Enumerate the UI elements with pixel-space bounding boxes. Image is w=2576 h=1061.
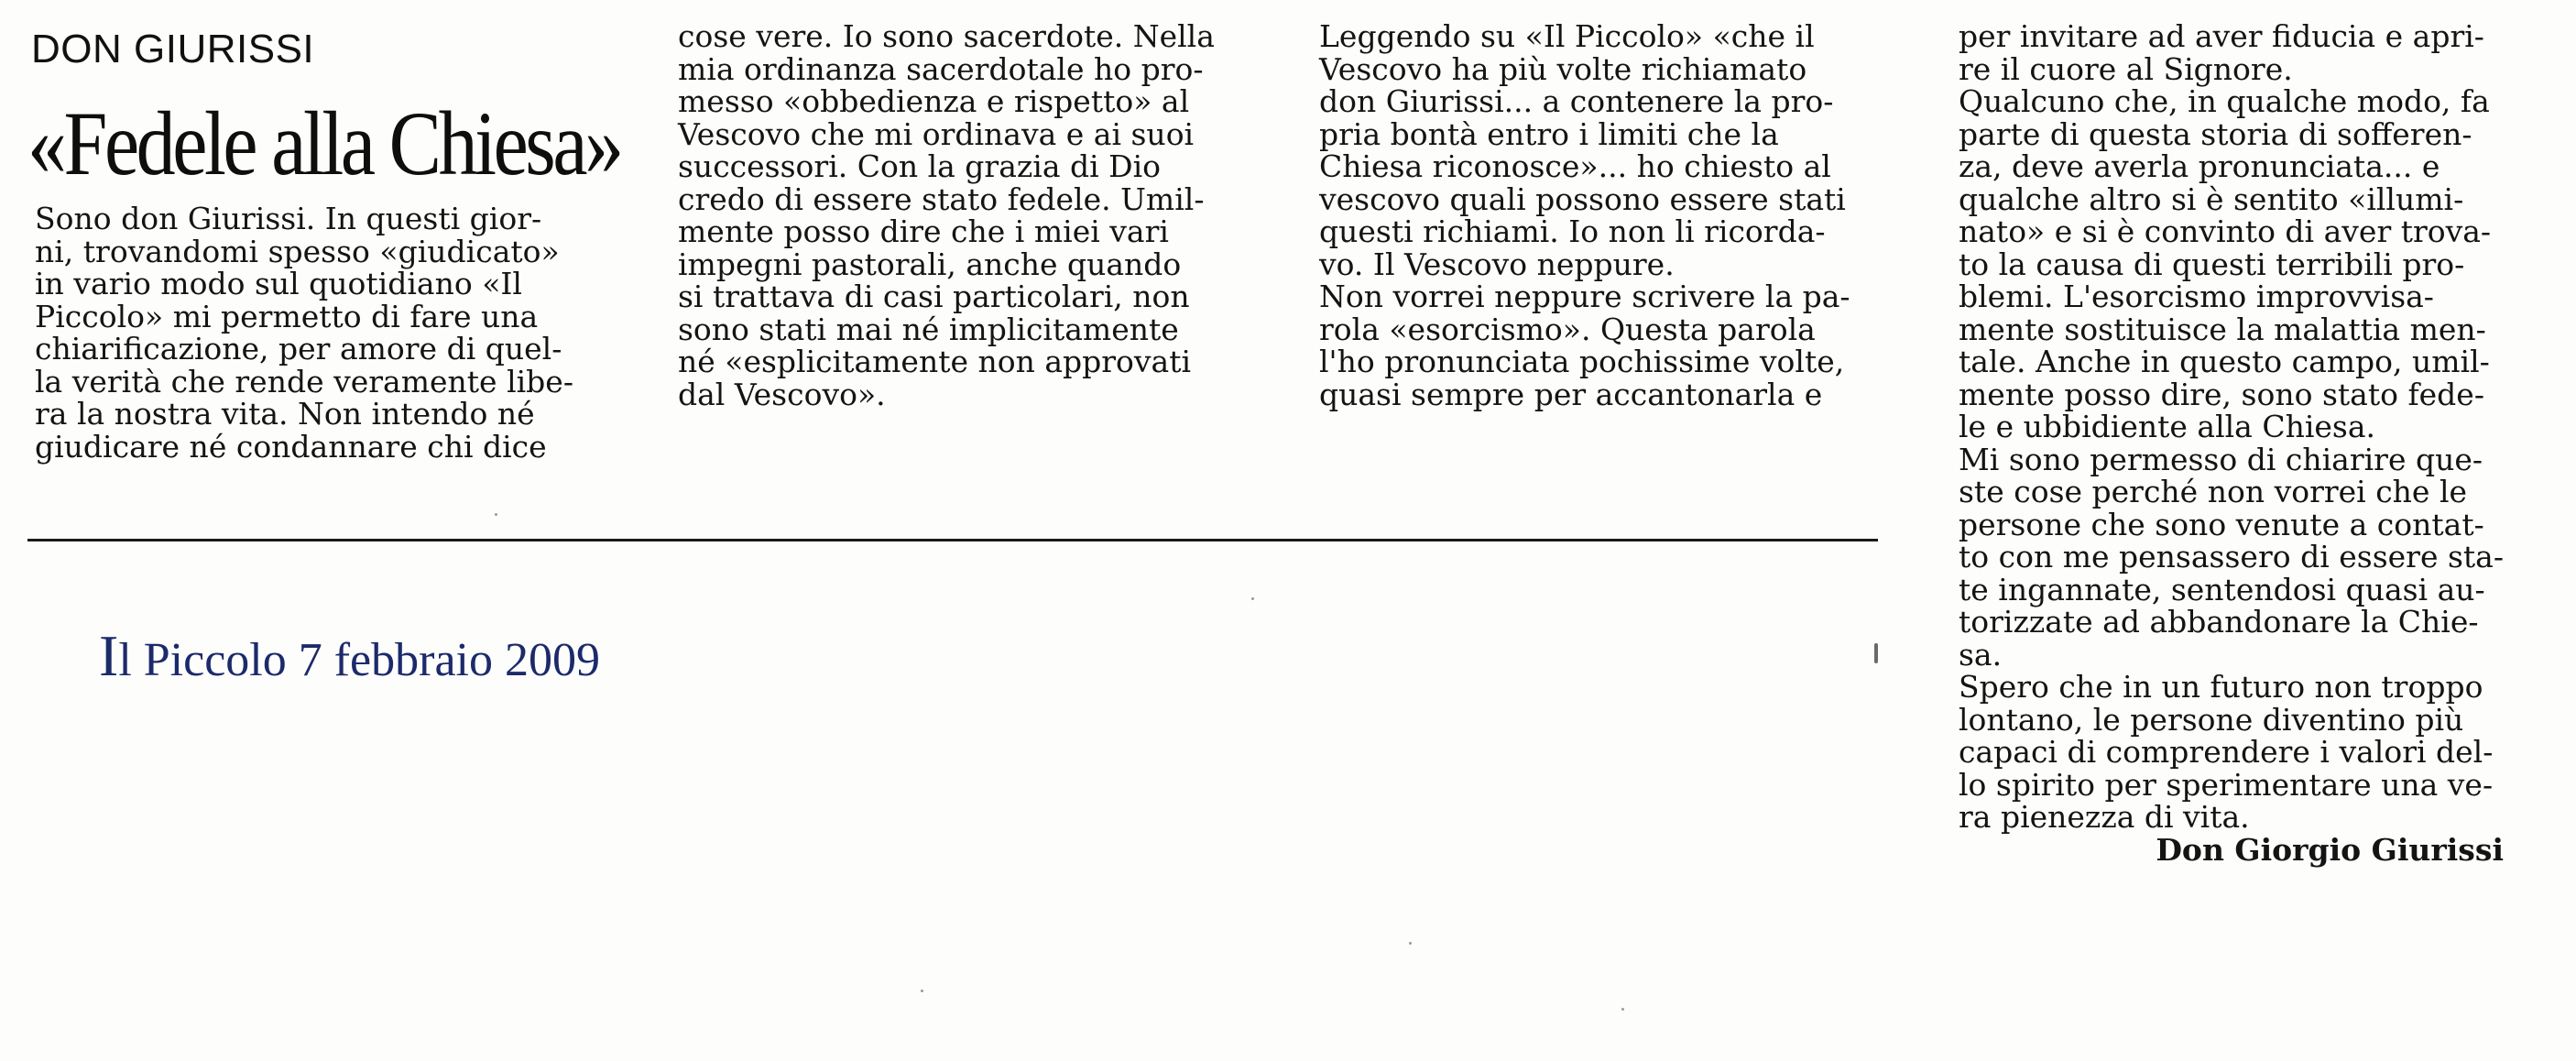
column-line: giudicare né condannare chi dice bbox=[35, 428, 547, 465]
column-line: capaci di comprendere i valori del- bbox=[1959, 734, 2494, 770]
source-note-initial: I bbox=[99, 623, 119, 688]
column-line: tale. Anche in questo campo, umil- bbox=[1959, 344, 2490, 379]
column-line: mente sostituisce la malattia men- bbox=[1959, 311, 2486, 347]
column-line: lontano, le persone diventino più bbox=[1959, 701, 2464, 738]
column-line: nato» e si è convinto di aver trova- bbox=[1959, 213, 2492, 249]
column-line: quasi sempre per accantonarla e bbox=[1319, 376, 1823, 412]
paper-speck bbox=[1409, 942, 1412, 945]
article-column-4 bbox=[1959, 20, 2504, 866]
column-line: l'ho pronunciata pochissime volte, bbox=[1319, 344, 1845, 379]
column-line: re il cuore al Signore. bbox=[1959, 50, 2293, 87]
column-line: si trattava di casi particolari, non bbox=[678, 279, 1190, 314]
column-line: vescovo quali possono essere stati bbox=[1319, 180, 1846, 217]
paper-speck bbox=[1251, 597, 1254, 600]
article-column-3 bbox=[1319, 20, 1850, 410]
column-line: to con me pensassero di essere sta- bbox=[1959, 539, 2504, 574]
column-line: per invitare ad aver fiducia e apri- bbox=[1959, 18, 2484, 54]
column-line: Leggendo su «Il Piccolo» «che il bbox=[1319, 18, 1815, 54]
column-line: qualche altro si è sentito «illumi- bbox=[1959, 180, 2464, 217]
column-line: vo. Il Vescovo neppure. bbox=[1319, 246, 1675, 282]
column-line: za, deve averla pronunciata... e bbox=[1959, 148, 2440, 184]
column-line: le e ubbidiente alla Chiesa. bbox=[1959, 409, 2376, 444]
column-line: ni, trovandomi spesso «giudicato» bbox=[35, 233, 560, 269]
column-line: cose vere. Io sono sacerdote. Nella bbox=[678, 18, 1215, 54]
column-line: la verità che rende veramente libe- bbox=[35, 363, 573, 399]
column-line: dal Vescovo». bbox=[678, 376, 886, 412]
column-line: Qualcuno che, in qualche modo, fa bbox=[1959, 83, 2490, 119]
column-line: mente posso dire che i miei vari bbox=[678, 213, 1169, 249]
article-signature: Don Giorgio Giurissi bbox=[2156, 831, 2504, 868]
column-line: to la causa di questi terribili pro- bbox=[1959, 246, 2465, 282]
column-line: mente posso dire, sono stato fede- bbox=[1959, 376, 2484, 412]
column-divider-rule bbox=[27, 539, 1878, 541]
column-line: ste cose perché non vorrei che le bbox=[1959, 474, 2468, 509]
column-line: don Giurissi... a contenere la pro- bbox=[1319, 83, 1834, 119]
source-note bbox=[99, 623, 600, 688]
column-line: lo spirito per sperimentare una ve- bbox=[1959, 766, 2494, 803]
paper-speck bbox=[1621, 1008, 1624, 1011]
article-kicker: DON GIURISSI bbox=[31, 27, 315, 71]
article-column-2 bbox=[678, 20, 1215, 410]
column-line: in vario modo sul quotidiano «Il bbox=[35, 266, 522, 301]
article-headline: «Fedele alla Chiesa» bbox=[27, 93, 621, 194]
column-line: impegni pastorali, anche quando bbox=[678, 246, 1182, 282]
paper-speck bbox=[1874, 643, 1878, 663]
column-line: parte di questa storia di sofferen- bbox=[1959, 115, 2472, 152]
column-line: ra pienezza di vita. bbox=[1959, 799, 2250, 835]
column-line: successori. Con la grazia di Dio bbox=[678, 148, 1162, 184]
column-line: sa. bbox=[1959, 636, 2003, 673]
column-line: Non vorrei neppure scrivere la pa- bbox=[1319, 279, 1850, 314]
column-line: Chiesa riconosce»... ho chiesto al bbox=[1319, 148, 1831, 184]
column-line: credo di essere stato fedele. Umil- bbox=[678, 180, 1205, 217]
column-line: ra la nostra vita. Non intendo né bbox=[35, 396, 535, 432]
source-note-text: l Piccolo 7 febbraio 2009 bbox=[118, 634, 600, 686]
column-line: Spero che in un futuro non troppo bbox=[1959, 669, 2483, 705]
column-line: Mi sono permesso di chiarire que- bbox=[1959, 441, 2483, 477]
column-line: chiarificazione, per amore di quel- bbox=[35, 331, 562, 366]
column-line: pria bontà entro i limiti che la bbox=[1319, 115, 1779, 152]
column-line: mia ordinanza sacerdotale ho pro- bbox=[678, 50, 1204, 87]
column-line: messo «obbedienza e rispetto» al bbox=[678, 83, 1190, 119]
column-line: né «esplicitamente non approvati bbox=[678, 344, 1192, 379]
column-line: sono stati mai né implicitamente bbox=[678, 311, 1179, 347]
article-column-1 bbox=[35, 202, 573, 463]
column-line: blemi. L'esorcismo improvvisa- bbox=[1959, 279, 2434, 314]
paper-speck bbox=[921, 990, 923, 992]
column-line: Sono don Giurissi. In questi gior- bbox=[35, 201, 542, 236]
column-line: torizzate ad abbandonare la Chie- bbox=[1959, 604, 2479, 640]
column-line: Vescovo ha più volte richiamato bbox=[1319, 50, 1807, 87]
column-line: questi richiami. Io non li ricorda- bbox=[1319, 213, 1826, 249]
paper-speck bbox=[495, 513, 497, 516]
column-line: persone che sono venute a contat- bbox=[1959, 506, 2484, 542]
column-line: Piccolo» mi permetto di fare una bbox=[35, 298, 539, 334]
column-line: te ingannate, sentendosi quasi au- bbox=[1959, 571, 2485, 607]
column-line: Vescovo che mi ordinava e ai suoi bbox=[678, 115, 1195, 152]
column-line: rola «esorcismo». Questa parola bbox=[1319, 311, 1816, 347]
